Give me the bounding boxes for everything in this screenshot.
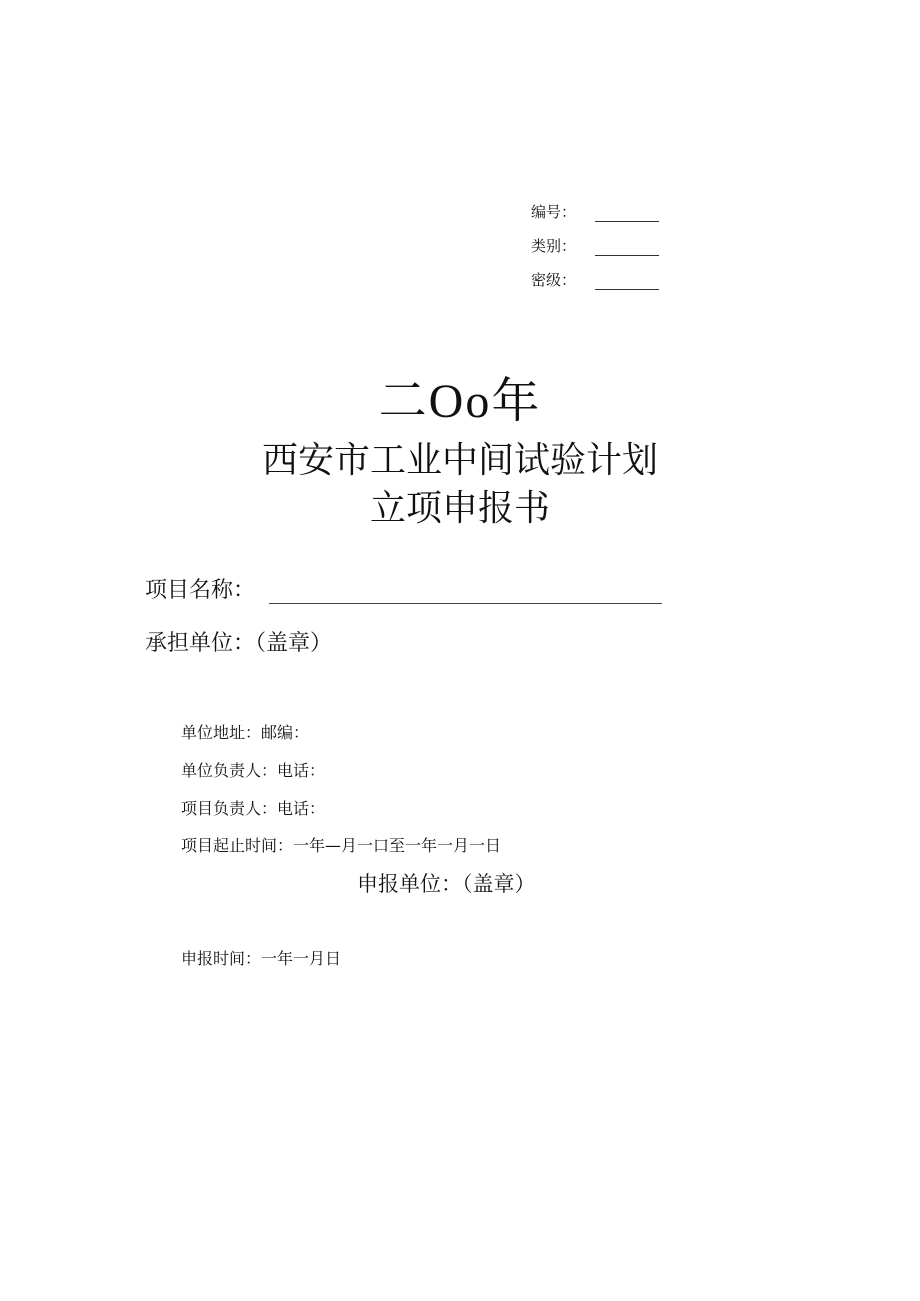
- category-blank: [595, 241, 659, 256]
- project-period-line: 项目起止时间：一年—月一口至一年一月一日: [181, 836, 502, 855]
- declare-time-line: 申报时间：一年一月日: [181, 949, 342, 968]
- undertaking-unit-label: 承担单位：（盖章）: [145, 631, 333, 656]
- project-name-label: 项目名称：: [145, 578, 256, 603]
- unit-address-line: 单位地址：邮编：: [181, 723, 310, 742]
- year-heading: 二Oo年: [378, 375, 542, 428]
- serial-number-blank: [595, 207, 659, 222]
- document-title-line-1: 西安市工业中间试验计划: [261, 440, 658, 481]
- project-name-field: [145, 573, 662, 604]
- serial-number-label: 编号：: [531, 203, 577, 221]
- project-name-blank: [269, 581, 662, 604]
- serial-number-field: [531, 200, 659, 222]
- security-level-field: [531, 268, 659, 290]
- security-level-blank: [595, 275, 659, 290]
- document-title-line-2: 立项申报书: [369, 488, 550, 529]
- category-field: [531, 234, 659, 256]
- security-level-label: 密级：: [531, 271, 577, 289]
- project-leader-line: 项目负责人：电话：: [181, 799, 326, 818]
- undertaking-unit-field: [145, 626, 332, 657]
- category-label: 类别：: [531, 237, 577, 255]
- declaring-unit-line: 申报单位：（盖章）: [357, 872, 536, 896]
- unit-leader-line: 单位负责人：电话：: [181, 761, 326, 780]
